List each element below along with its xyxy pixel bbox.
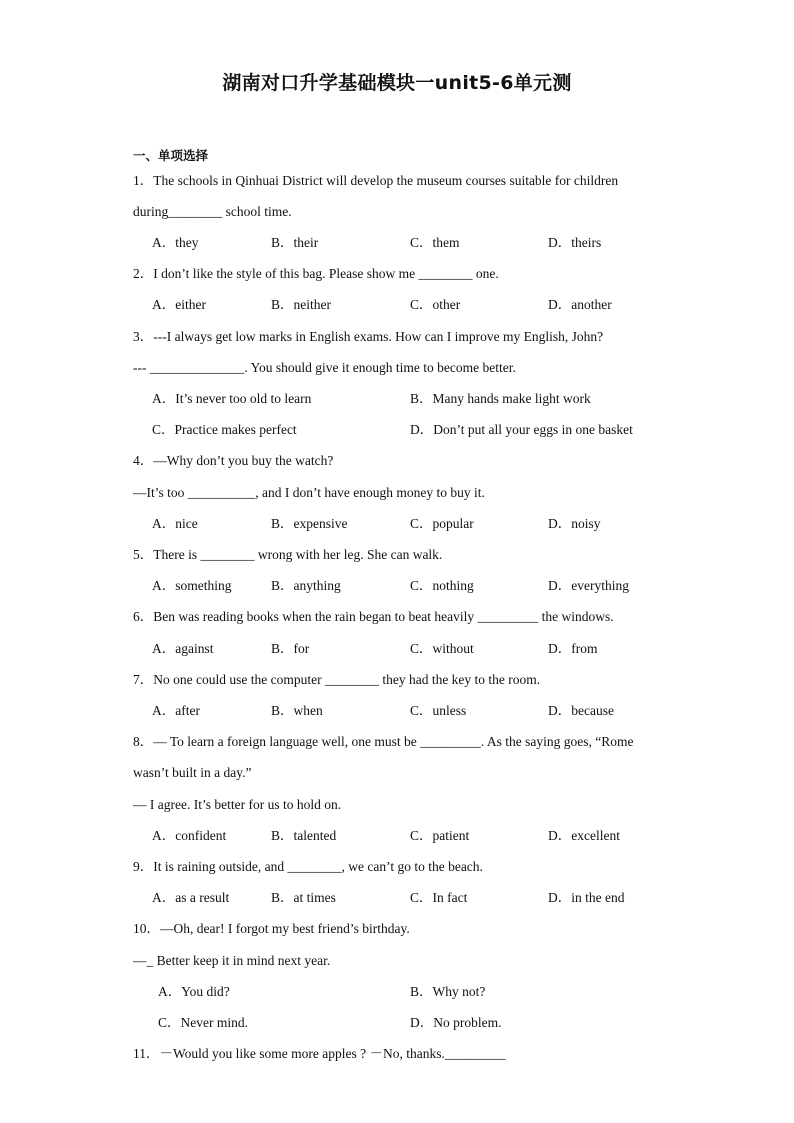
question-2-option-a: A．either bbox=[152, 297, 206, 312]
question-6-option-a: A．against bbox=[152, 641, 214, 656]
question-3-option-c: C．Practice makes perfect bbox=[152, 422, 297, 437]
question-3-option-b: B．Many hands make light work bbox=[410, 391, 591, 406]
question-8-option-b: B．talented bbox=[271, 828, 337, 843]
question-6-option-c: C．without bbox=[410, 641, 474, 656]
question-7-option-d: D．because bbox=[548, 703, 614, 718]
question-6-line-1: 6．Ben was reading books when the rain began to beat heavily _________ the windows. bbox=[133, 609, 614, 624]
question-4-option-b: B．expensive bbox=[271, 516, 348, 531]
question-8-option-a: A．confident bbox=[152, 828, 227, 843]
question-10-option-a: A．You did? bbox=[158, 984, 230, 999]
question-2-line-1: 2．I don’t like the style of this bag. Please show me ________ one. bbox=[133, 266, 499, 281]
question-8-line-2: wasn’t built in a day.” bbox=[133, 765, 252, 780]
question-8-option-d: D．excellent bbox=[548, 828, 620, 843]
question-10-option-b: B．Why not? bbox=[410, 984, 486, 999]
question-1-option-a: A．they bbox=[152, 235, 199, 250]
page-title: 湖南对口升学基础模块一unit5-6单元测 bbox=[222, 72, 572, 94]
question-3-line-1: 3．---I always get low marks in English exams. How can I improve my English, John? bbox=[133, 329, 604, 344]
question-7-option-c: C．unless bbox=[410, 703, 467, 718]
question-1-option-c: C．them bbox=[410, 235, 460, 250]
question-3-option-a: A．It’s never too old to learn bbox=[152, 391, 312, 406]
question-4-line-1: 4．—Why don’t you buy the watch? bbox=[133, 453, 334, 468]
question-2-option-d: D．another bbox=[548, 297, 612, 312]
question-1-line-1: 1．The schools in Qinhuai District will develop the museum courses suitable for children bbox=[133, 173, 619, 188]
question-2-option-c: C．other bbox=[410, 297, 461, 312]
section-heading: 一、单项选择 bbox=[133, 148, 209, 163]
question-3-line-2: --- ______________. You should give it enough time to become better. bbox=[133, 360, 516, 375]
question-5-option-b: B．anything bbox=[271, 578, 341, 593]
question-5-option-d: D．everything bbox=[548, 578, 629, 593]
question-7-line-1: 7．No one could use the computer ________ they had the key to the room. bbox=[133, 672, 541, 687]
question-8-option-c: C．patient bbox=[410, 828, 470, 843]
question-9-option-a: A．as a result bbox=[152, 890, 230, 905]
question-2-option-b: B．neither bbox=[271, 297, 331, 312]
question-5-line-1: 5．There is ________ wrong with her leg. She can walk. bbox=[133, 547, 443, 562]
question-11-line-1: 11．－Would you like some more apples ? －No, thanks._________ bbox=[133, 1046, 506, 1061]
question-1-option-d: D．theirs bbox=[548, 235, 602, 250]
question-7-option-b: B．when bbox=[271, 703, 323, 718]
question-4-line-2: —It’s too __________, and I don’t have enough money to buy it. bbox=[133, 485, 485, 500]
question-5-option-a: A．something bbox=[152, 578, 232, 593]
question-8-line-3: — I agree. It’s better for us to hold on. bbox=[133, 797, 342, 812]
question-4-option-d: D．noisy bbox=[548, 516, 601, 531]
question-10-line-1: 10．—Oh, dear! I forgot my best friend’s birthday. bbox=[133, 921, 410, 936]
question-4-option-a: A．nice bbox=[152, 516, 198, 531]
question-10-option-d: D．No problem. bbox=[410, 1015, 502, 1030]
question-3-option-d: D．Don’t put all your eggs in one basket bbox=[410, 422, 633, 437]
question-4-option-c: C．popular bbox=[410, 516, 474, 531]
question-9-option-c: C．In fact bbox=[410, 890, 468, 905]
question-6-option-d: D．from bbox=[548, 641, 598, 656]
question-10-line-2: —_ Better keep it in mind next year. bbox=[133, 953, 331, 968]
question-1-line-2: during________ school time. bbox=[133, 204, 292, 219]
question-6-option-b: B．for bbox=[271, 641, 310, 656]
question-9-option-d: D．in the end bbox=[548, 890, 625, 905]
question-8-line-1: 8．— To learn a foreign language well, one must be _________. As the saying goes, “Rome bbox=[133, 734, 634, 749]
question-7-option-a: A．after bbox=[152, 703, 200, 718]
question-5-option-c: C．nothing bbox=[410, 578, 474, 593]
question-1-option-b: B．their bbox=[271, 235, 319, 250]
question-9-line-1: 9．It is raining outside, and ________, we can’t go to the beach. bbox=[133, 859, 483, 874]
question-9-option-b: B．at times bbox=[271, 890, 336, 905]
question-10-option-c: C．Never mind. bbox=[158, 1015, 248, 1030]
